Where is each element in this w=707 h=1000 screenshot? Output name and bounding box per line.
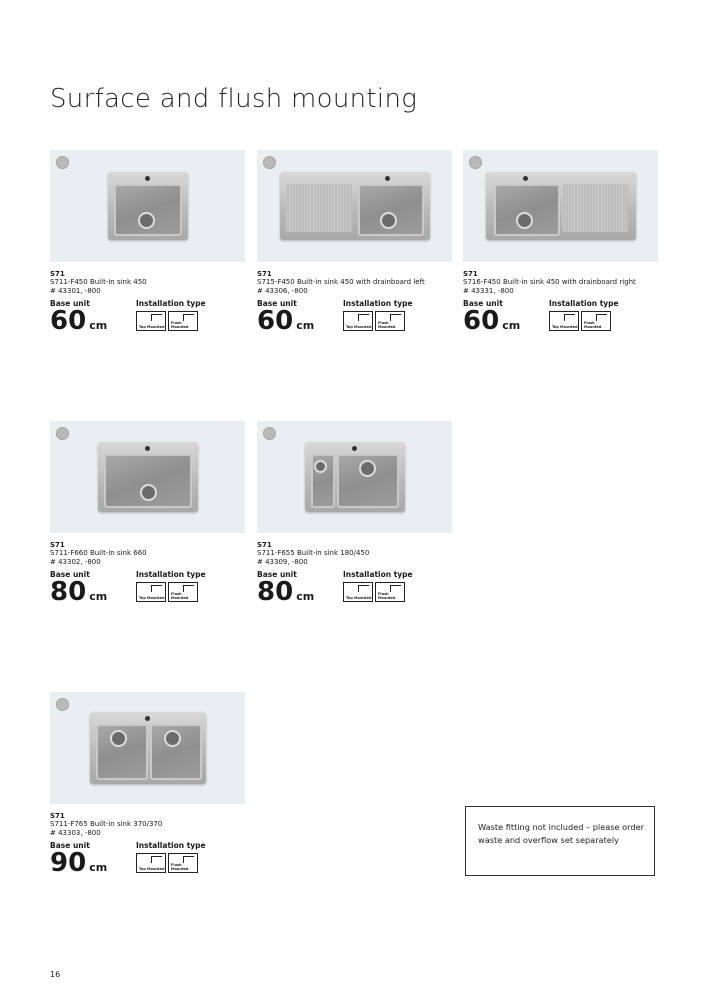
- product-series: S71: [463, 270, 478, 278]
- flush-mounted-icon: Flush Mounted: [168, 582, 198, 602]
- installation-type-label: Installation type: [136, 570, 206, 579]
- indicator-dot: [56, 156, 69, 169]
- product-card[interactable]: [257, 421, 452, 610]
- product-name: S711-F660 Built-in sink 660: [50, 549, 147, 557]
- top-mounted-icon: Top Mounted: [136, 582, 166, 602]
- flush-mounted-icon: Flush Mounted: [581, 311, 611, 331]
- top-mounted-icon: Top Mounted: [549, 311, 579, 331]
- base-unit-size: 80 cm: [257, 577, 315, 607]
- flush-mounted-icon: Flush Mounted: [168, 311, 198, 331]
- waste-fitting-note: Waste fitting not included – please order waste and overflow set separately: [465, 806, 655, 876]
- product-image: [50, 150, 245, 262]
- flush-mounted-icon: Flush Mounted: [375, 582, 405, 602]
- product-code: # 43309, -800: [257, 558, 308, 566]
- product-image: [257, 421, 452, 533]
- product-series: S71: [50, 541, 65, 549]
- base-unit-label: Base unit: [257, 570, 297, 579]
- indicator-dot: [56, 698, 69, 711]
- page-number: 16: [50, 970, 61, 979]
- installation-type-label: Installation type: [136, 299, 206, 308]
- installation-type-label: Installation type: [136, 841, 206, 850]
- installation-type-label: Installation type: [343, 299, 413, 308]
- top-mounted-icon: Top Mounted: [136, 311, 166, 331]
- product-image: [50, 692, 245, 804]
- base-unit-label: Base unit: [50, 299, 90, 308]
- product-card[interactable]: [50, 421, 245, 610]
- product-code: # 43303, -800: [50, 829, 101, 837]
- base-unit-size: 60 cm: [50, 306, 108, 336]
- product-series: S71: [50, 270, 65, 278]
- product-series: S71: [50, 812, 65, 820]
- product-name: S715-F450 Built-in sink 450 with drainboard left: [257, 278, 425, 286]
- base-unit-size: 60 cm: [257, 306, 315, 336]
- top-mounted-icon: Top Mounted: [343, 582, 373, 602]
- product-card[interactable]: [257, 150, 452, 339]
- product-card[interactable]: [50, 150, 245, 339]
- product-code: # 43331, -800: [463, 287, 514, 295]
- base-unit-label: Base unit: [50, 570, 90, 579]
- indicator-dot: [469, 156, 482, 169]
- product-name: S711-F450 Built-in sink 450: [50, 278, 147, 286]
- product-card[interactable]: [463, 150, 658, 339]
- product-code: # 43301, -800: [50, 287, 101, 295]
- base-unit-size: 90 cm: [50, 848, 108, 878]
- product-name: S711-F655 Built-in sink 180/450: [257, 549, 370, 557]
- product-image: [50, 421, 245, 533]
- indicator-dot: [263, 156, 276, 169]
- product-code: # 43302, -800: [50, 558, 101, 566]
- product-name: S711-F765 Built-in sink 370/370: [50, 820, 163, 828]
- indicator-dot: [56, 427, 69, 440]
- top-mounted-icon: Top Mounted: [136, 853, 166, 873]
- product-image: [463, 150, 658, 262]
- indicator-dot: [263, 427, 276, 440]
- flush-mounted-icon: Flush Mounted: [375, 311, 405, 331]
- base-unit-label: Base unit: [463, 299, 503, 308]
- base-unit-label: Base unit: [257, 299, 297, 308]
- base-unit-size: 80 cm: [50, 577, 108, 607]
- installation-type-label: Installation type: [549, 299, 619, 308]
- product-card[interactable]: [50, 692, 245, 881]
- installation-type-label: Installation type: [343, 570, 413, 579]
- base-unit-label: Base unit: [50, 841, 90, 850]
- product-code: # 43306, -800: [257, 287, 308, 295]
- page-title: Surface and flush mounting: [50, 84, 418, 114]
- flush-mounted-icon: Flush Mounted: [168, 853, 198, 873]
- product-name: S716-F450 Built-in sink 450 with drainboard right: [463, 278, 636, 286]
- product-series: S71: [257, 541, 272, 549]
- product-series: S71: [257, 270, 272, 278]
- base-unit-size: 60 cm: [463, 306, 521, 336]
- product-image: [257, 150, 452, 262]
- top-mounted-icon: Top Mounted: [343, 311, 373, 331]
